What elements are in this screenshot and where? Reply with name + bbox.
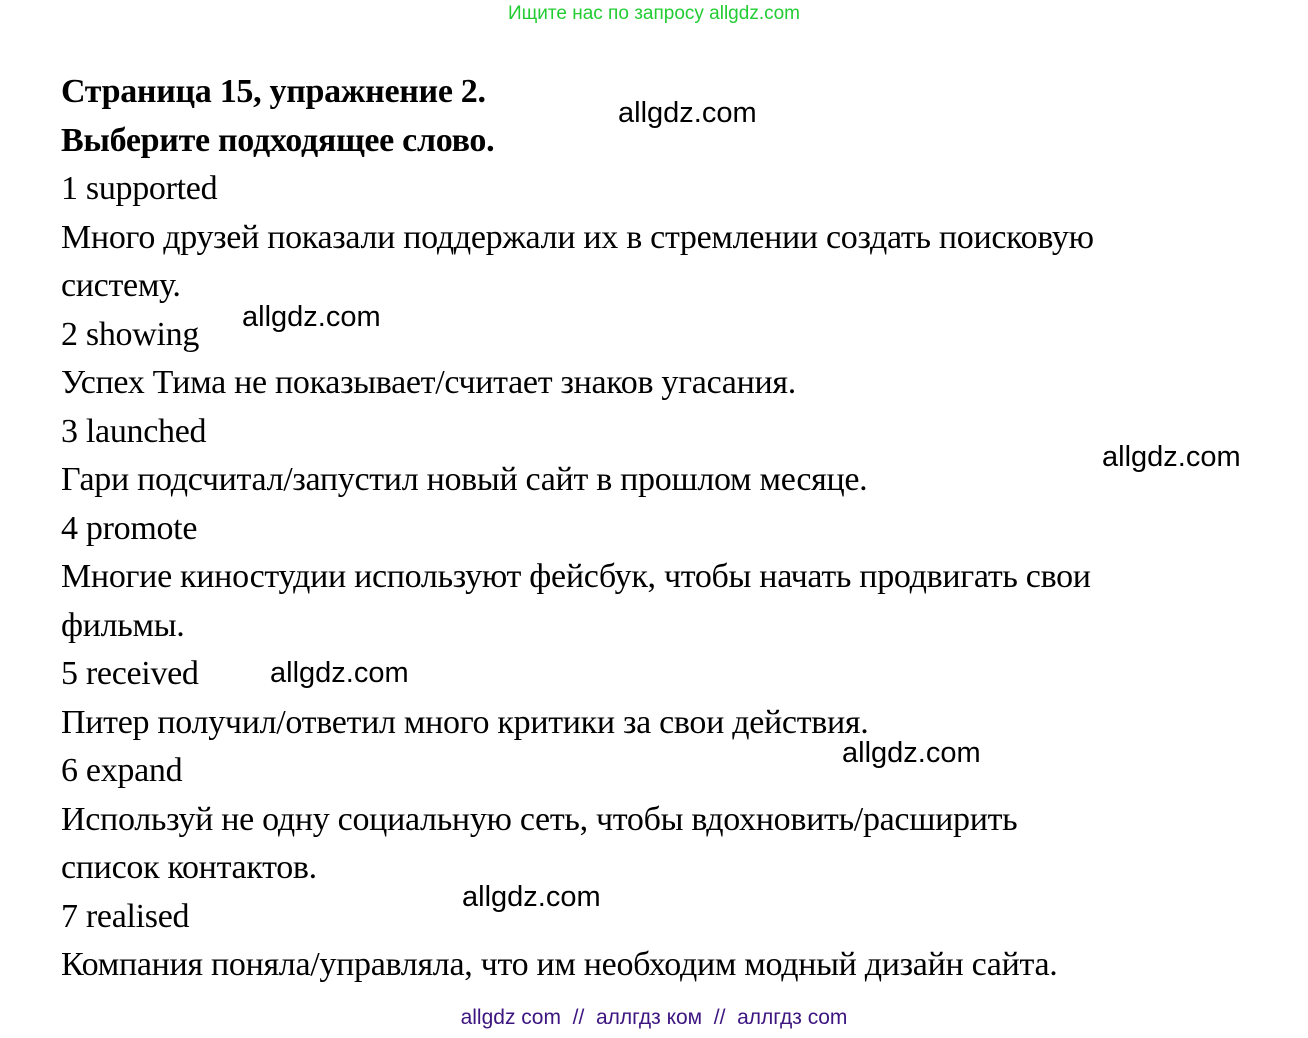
exercise-content xyxy=(61,68,1291,990)
sentence-4-line-1: Многие киностудии используют фейсбук, чтобы начать продвигать свои xyxy=(61,558,1091,595)
watermark: allgdz.com xyxy=(270,657,409,689)
sentence-1-line-2: систему. xyxy=(61,267,181,304)
sentence-6-line-2: список контактов. xyxy=(61,849,317,886)
sentence-5-line-1: Питер получил/ответил много критики за свои действия. xyxy=(61,703,869,741)
sentence-4-line-2: фильмы. xyxy=(61,606,185,644)
answer-3: 3 launched xyxy=(61,412,207,450)
watermark: allgdz.com xyxy=(1102,441,1241,473)
answer-4: 4 promote xyxy=(61,509,198,547)
watermark: allgdz.com xyxy=(242,301,381,333)
instruction: Выберите подходящее слово. xyxy=(61,121,495,159)
watermark: allgdz.com xyxy=(462,881,601,913)
answer-6: 6 expand xyxy=(61,752,183,789)
watermark: allgdz.com xyxy=(618,97,757,129)
answer-5: 5 received xyxy=(61,655,199,692)
sentence-2-line-1: Успех Тима не показывает/считает знаков угасания. xyxy=(61,364,796,401)
sentence-7-line-1: Компания поняла/управляла, что им необходим модный дизайн сайта. xyxy=(61,946,1058,983)
footer-watermark: allgdz com // аллгдз ком // аллгдз com xyxy=(460,1006,848,1029)
top-banner: Ищите нас по запросу allgdz.com xyxy=(507,3,800,24)
sentence-3-line-1: Гари подсчитал/запустил новый сайт в прошлом месяце. xyxy=(61,461,868,498)
answer-1: 1 supported xyxy=(61,170,218,207)
page-title: Страница 15, упражнение 2. xyxy=(61,73,486,110)
sentence-6-line-1: Используй не одну социальную сеть, чтобы вдохновить/расширить xyxy=(61,800,1018,838)
sentence-1-line-1: Много друзей показали поддержали их в стремлении создать поисковую xyxy=(61,218,1094,256)
answer-7: 7 realised xyxy=(61,897,190,935)
watermark: allgdz.com xyxy=(842,737,981,769)
answer-2: 2 showing xyxy=(61,315,200,353)
